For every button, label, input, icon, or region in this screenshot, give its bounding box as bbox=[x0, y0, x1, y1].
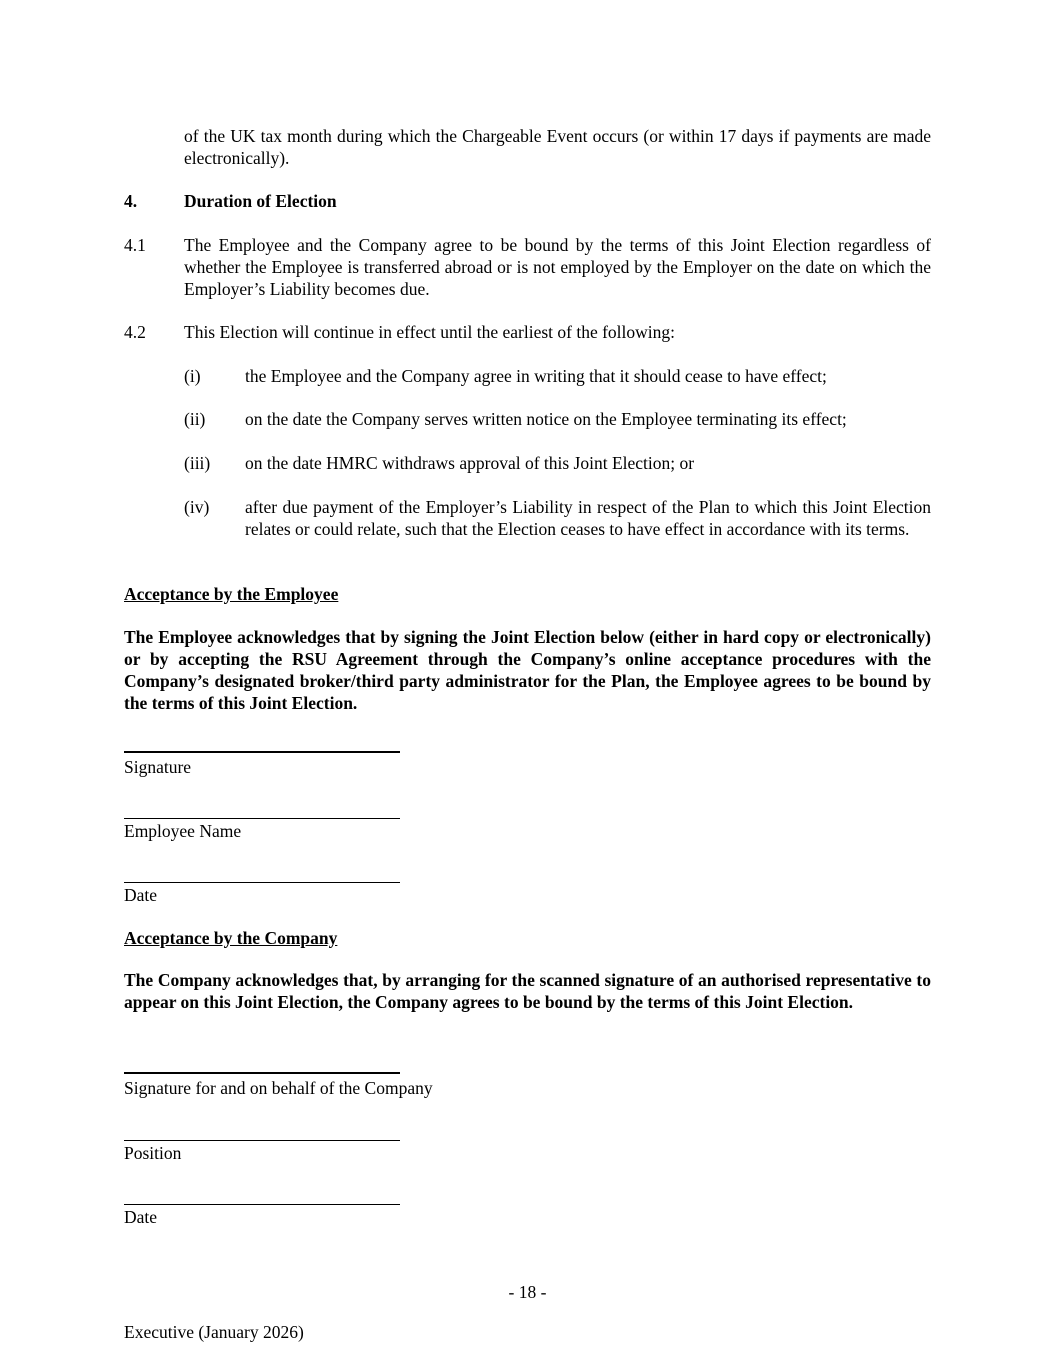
clause-4-2-number: 4.2 bbox=[124, 322, 146, 342]
clause-4-2-text: This Election will continue in effect until the earliest of the following: bbox=[184, 322, 676, 342]
employee-name-line[interactable] bbox=[124, 818, 400, 819]
subitem-iv-text: after due payment of the Employer’s Liability in respect of the Plan to which this Joint Election relates or could relate, such that the Election ceases to have effect in accordance with its terms. bbox=[245, 497, 931, 539]
subitem-iv-label: (iv) bbox=[184, 497, 210, 517]
company-signature-line[interactable] bbox=[124, 1072, 400, 1074]
company-acceptance-heading: Acceptance by the Company bbox=[124, 928, 338, 948]
employee-date-line[interactable] bbox=[124, 882, 400, 883]
company-date-label: Date bbox=[124, 1207, 158, 1227]
company-signature-label: Signature for and on behalf of the Company bbox=[124, 1078, 433, 1098]
section-4-title: Duration of Election bbox=[184, 191, 337, 211]
employee-signature-label: Signature bbox=[124, 757, 192, 777]
company-position-line[interactable] bbox=[124, 1140, 400, 1141]
employee-acceptance-heading: Acceptance by the Employee bbox=[124, 584, 339, 604]
continuation-paragraph: of the UK tax month during which the Chargeable Event occurs (or within 17 days if payments are made electronically). bbox=[184, 126, 931, 168]
subitem-iii-label: (iii) bbox=[184, 453, 211, 473]
employee-name-label: Employee Name bbox=[124, 821, 242, 841]
company-position-label: Position bbox=[124, 1143, 182, 1163]
page-number: - 18 - bbox=[508, 1282, 547, 1302]
subitem-ii-label: (ii) bbox=[184, 409, 206, 429]
subitem-i-label: (i) bbox=[184, 366, 201, 386]
company-acceptance-statement: The Company acknowledges that, by arranging for the scanned signature of an authorised representative to appear on this Joint Election, the Company agrees to be bound by the terms of this Joint Election. bbox=[124, 970, 931, 1012]
subitem-ii-text: on the date the Company serves written notice on the Employee terminating its effect; bbox=[245, 409, 847, 429]
employee-signature-line[interactable] bbox=[124, 751, 400, 753]
subitem-iii-text: on the date HMRC withdraws approval of this Joint Election; or bbox=[245, 453, 695, 473]
document-footer-label: Executive (January 2026) bbox=[124, 1322, 304, 1342]
subitem-i-text: the Employee and the Company agree in writing that it should cease to have effect; bbox=[245, 366, 827, 386]
clause-4-1-text: The Employee and the Company agree to be bound by the terms of this Joint Election regardless of whether the Employee is transferred abroad or is not employed by the Employer on the date on which the Employer’s Liability becomes due. bbox=[184, 235, 931, 299]
employee-date-label: Date bbox=[124, 885, 158, 905]
employee-acceptance-statement: The Employee acknowledges that by signing the Joint Election below (either in hard copy or electronically) or by accepting the RSU Agreement through the Company’s online acceptance procedures with the Company’s designated broker/third party administrator for the Plan, the Employee agrees to be bound by the terms of this Joint Election. bbox=[124, 627, 931, 713]
section-4-number: 4. bbox=[124, 191, 138, 211]
company-date-line[interactable] bbox=[124, 1204, 400, 1205]
clause-4-1-number: 4.1 bbox=[124, 235, 146, 255]
